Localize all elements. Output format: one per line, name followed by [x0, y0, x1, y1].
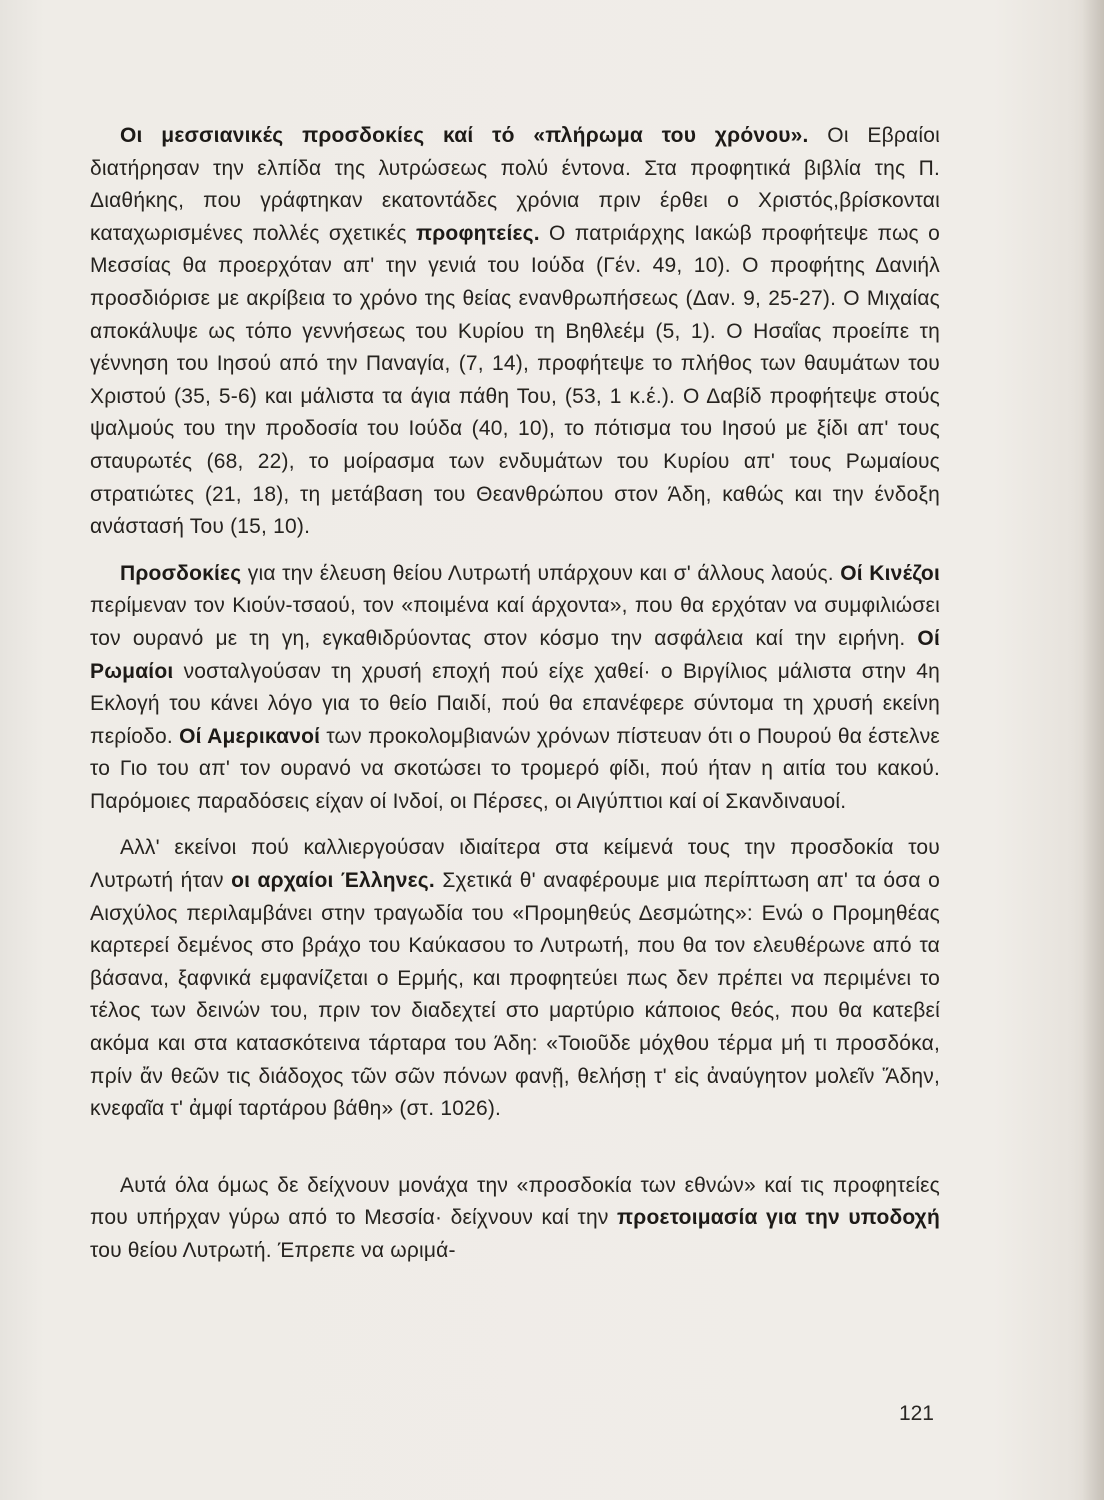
- paragraph-ancient-greeks: [90, 832, 940, 1125]
- bold-phrase: Προσδοκίες: [120, 561, 242, 585]
- bold-phrase: προετοιμασία για την υποδοχή: [617, 1206, 940, 1230]
- paragraph-messianic-expectations: [90, 120, 940, 544]
- bold-phrase: Οι μεσσιανικές προσδοκίες καί τό «πλήρωμα του χρόνου».: [120, 124, 809, 147]
- text-segment: των προκολομβιανών χρόνων πίστευαν ότι ο Πουρού θα έστελνε το Γιο του απ' τον ουρανό να σκοτώσει το τρομερό φίδι, πού ήταν η αιτία του κακού. Παρόμοιες παραδόσεις είχαν οί Ινδοί, οι Πέρσες, οι Αιγύπτιοι καί οί Σκανδιναυοί.: [90, 724, 940, 813]
- bold-phrase: προφητείες.: [415, 221, 540, 245]
- bold-phrase: οι αρχαίοι Έλληνες.: [231, 869, 435, 893]
- text-segment: Ο πατριάρχης Ιακώβ προφήτεψε πως ο Μεσσίας θα προερχόταν απ' την γενιά του Ιούδα (Γέν. 49, 10). Ο προφήτης Δανιήλ προσδιόρισε με ακρίβεια το χρόνο της θείας ενανθρωπήσεως (Δαν. 9, 25-27). Ο Μιχαίας αποκάλυψε ως τόπο γεννήσεως του Κυρίου τη Βηθλεέμ (5, 1). Ο Ησαΐας προείπε τη γέννηση του Ιησού από την Παναγία, (7, 14), προφήτεψε το πλήθος των θαυμάτων του Χριστού (35, 5-6) και μάλιστα τα άγια πάθη Του, (53, 1 κ.έ.). Ο Δαβίδ προφήτεψε στούς ψαλμούς του την προδοσία του Ιούδα (40, 10), το πότισμα του Ιησού με ξίδι απ' τους σταυρωτές (68, 22), το μοίρασμα των ενδυμάτων του Κυρίου απ' τους Ρωμαίους στρατιώτες (21, 18), τη μετάβαση του Θεανθρώπου στον Άδη, καθώς και την ένδοξη ανάστασή Του (15, 10).: [90, 221, 940, 539]
- text-segment: του θείου Λυτρωτή. Έπρεπε να ωριμά-: [90, 1239, 456, 1262]
- bold-phrase: Οί Ρωμαίοι: [90, 626, 940, 683]
- text-segment: Αυτά όλα όμως δε δείχνουν μονάχα την «προσδοκία των εθνών» καί τις προφητείες που υπήρχαν γύρω από το Μεσσία· δείχνουν καί την: [90, 1173, 940, 1230]
- text-segment: Οι Εβραίοι διατήρησαν την ελπίδα της λυτρώσεως πολύ έντονα. Στα προφητικά βιβλία της Π. Διαθήκης, που γράφτηκαν εκατοντάδες χρόνια πριν έρθει ο Χριστός,βρίσκονται καταχωρισμένες πολλές σχετικές: [90, 124, 940, 245]
- paragraph-preparation: [90, 1170, 940, 1268]
- text-segment: Αλλ' εκείνοι πού καλλιεργούσαν ιδιαίτερα στα κείμενά τους την προσδοκία του Λυτρωτή ήταν: [90, 836, 940, 893]
- text-segment: περίμεναν τον Κιούν-τσαού, τον «ποιμένα καί άρχοντα», που θα ερχόταν να συμφιλιώσει τον ουρανό με τη γη, εγκαθιδρύοντας στον κόσμο την ασφάλεια καί την ειρήνη.: [90, 594, 940, 650]
- bold-phrase: Οί Αμερικανοί: [179, 724, 321, 748]
- text-segment: νοσταλγούσαν τη χρυσή εποχή πού είχε χαθεί· ο Βιργίλιος μάλιστα στην 4η Εκλογή του κάνει λόγο για το θείο Παιδί, πού θα επανέφερε σύντομα τη χρυσή εκείνη περίοδο.: [90, 659, 940, 748]
- paragraph-other-peoples: [90, 558, 940, 819]
- text-segment: Σχετικά θ' αναφέρουμε μια περίπτωση απ' τα όσα ο Αισχύλος περιλαμβάνει στην τραγωδία του «Προμηθεύς Δεσμώτης»: Ενώ ο Προμηθέας καρτερεί δεμένος στο βράχο του Καύκασου το Λυτρωτή, που θα τον ελευθέρωνε από τα βάσανα, ξαφνικά εμφανίζεται ο Ερμής, και προφητεύει πως δεν πρέπει να περιμένει το τέλος των δεινών του, πριν τον διαδεχτεί στο μαρτύριο κάποιος θεός, που θα κατεβεί ακόμα και στα κατασκότεινα τάρταρα του Άδη: «Τοιοῦδε μόχθου τέρμα μή τι προσδόκα, πρίν ἄν θεῶν τις διάδοχος τῶν σῶν πόνων φανῇ, θελήσῃ τ' εἰς ἀναύγητον μολεῖν Ἅδην, κνεφαῖα τ' ἀμφί ταρτάρου βάθη» (στ. 1026).: [90, 869, 940, 1121]
- body-text: [90, 120, 940, 1282]
- page-number: 121: [898, 1402, 934, 1425]
- text-segment: για την έλευση θείου Λυτρωτή υπάρχουν και σ' άλλους λαούς.: [241, 561, 841, 585]
- page-edge-shadow: [1082, 0, 1104, 1500]
- bold-phrase: Οί Κινέζοι: [840, 561, 940, 585]
